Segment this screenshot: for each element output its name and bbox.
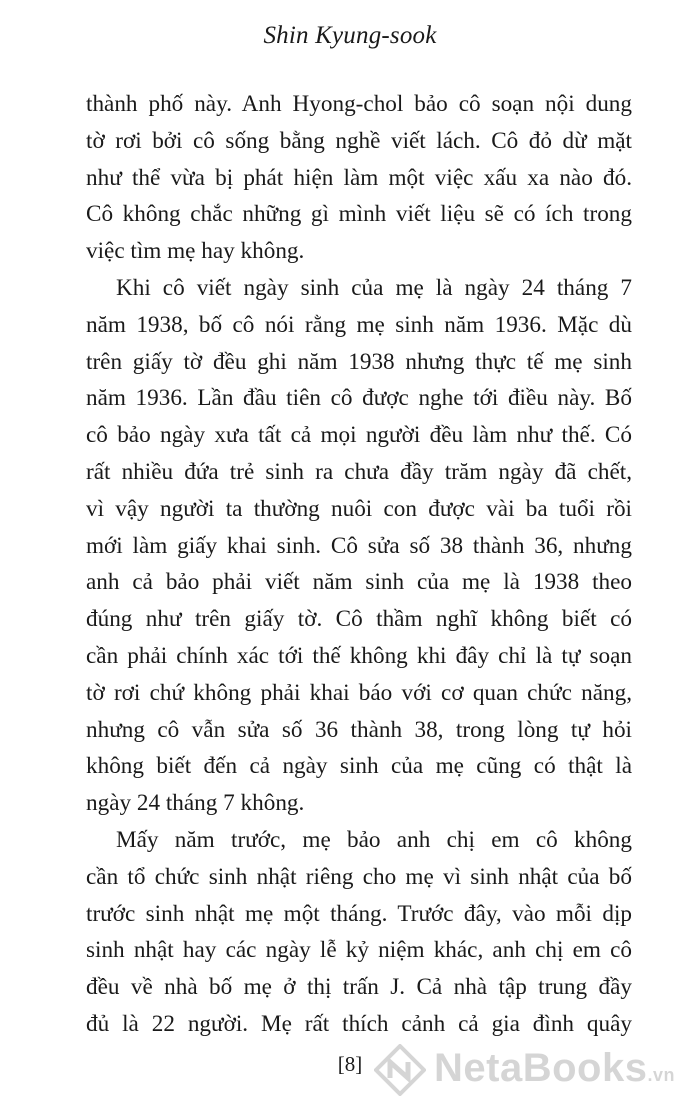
text-line: nhưng cô vẫn sửa số 36 thành 38, trong lòng tự hỏi bbox=[86, 716, 632, 743]
text-line: cần phải chính xác tới thế không khi đây chỉ là tự soạn bbox=[86, 642, 632, 669]
text-line: đúng như trên giấy tờ. Cô thầm nghĩ không biết có bbox=[86, 606, 632, 633]
page-number: [8] bbox=[337, 1052, 363, 1076]
watermark-brand bbox=[434, 1046, 675, 1091]
text-line: vì vậy người ta thường nuôi con được vài ba tuổi rồi bbox=[86, 495, 632, 522]
text-line: năm 1936. Lần đầu tiên cô được nghe tới điều này. Bố bbox=[86, 385, 632, 412]
text-line: đều về nhà bố mẹ ở thị trấn J. Cả nhà tập trung đầy bbox=[86, 974, 632, 1001]
netabooks-watermark bbox=[374, 1042, 700, 1102]
text-line: đủ là 22 người. Mẹ rất thích cảnh cả gia đình quây bbox=[86, 1010, 632, 1037]
text-line: rất nhiều đứa trẻ sinh ra chưa đầy trăm ngày đã chết, bbox=[86, 458, 632, 485]
netabooks-logo-icon bbox=[374, 1044, 426, 1096]
text-line: tờ rơi bởi cô sống bằng nghề viết lách. Cô đỏ dừ mặt bbox=[86, 127, 632, 154]
text-line: không biết đến cả ngày sinh của mẹ cũng có thật là bbox=[86, 753, 632, 780]
watermark-domain-suffix: .vn bbox=[647, 1065, 675, 1085]
running-header-author: Shin Kyung-sook bbox=[263, 22, 437, 49]
text-line: thành phố này. Anh Hyong-chol bảo cô soạn nội dung bbox=[86, 91, 632, 117]
text-line: Cô không chắc những gì mình viết liệu sẽ có ích trong bbox=[86, 201, 632, 228]
text-line: ngày 24 tháng 7 không. bbox=[86, 790, 305, 817]
text-line: sinh nhật hay các ngày lễ kỷ niệm khác, anh chị em cô bbox=[86, 937, 632, 964]
text-line: tờ rơi chứ không phải khai báo với cơ quan chức năng, bbox=[86, 679, 632, 706]
text-line: trước sinh nhật mẹ một tháng. Trước đây, vào mỗi dịp bbox=[86, 900, 632, 927]
text-line: Khi cô viết ngày sinh của mẹ là ngày 24 tháng 7 bbox=[116, 274, 632, 301]
text-line: như thể vừa bị phát hiện làm một việc xấu xa nào đó. bbox=[86, 164, 632, 191]
text-line: cô bảo ngày xưa tất cả mọi người đều làm như thế. Có bbox=[86, 422, 632, 449]
text-line: việc tìm mẹ hay không. bbox=[86, 238, 305, 265]
text-line: năm 1938, bố cô nói rằng mẹ sinh năm 1936. Mặc dù bbox=[86, 311, 632, 338]
text-line: cần tổ chức sinh nhật riêng cho mẹ vì sinh nhật của bố bbox=[86, 863, 632, 890]
text-line: mới làm giấy khai sinh. Cô sửa số 38 thành 36, nhưng bbox=[86, 532, 632, 559]
text-line: Mấy năm trước, mẹ bảo anh chị em cô không bbox=[116, 826, 632, 853]
watermark-brand-name: NetaBooks bbox=[434, 1046, 648, 1090]
page-body-text bbox=[86, 86, 632, 1043]
text-line: trên giấy tờ đều ghi năm 1938 nhưng thực tế mẹ sinh bbox=[86, 348, 632, 375]
text-line: anh cả bảo phải viết năm sinh của mẹ là 1938 theo bbox=[86, 569, 632, 596]
